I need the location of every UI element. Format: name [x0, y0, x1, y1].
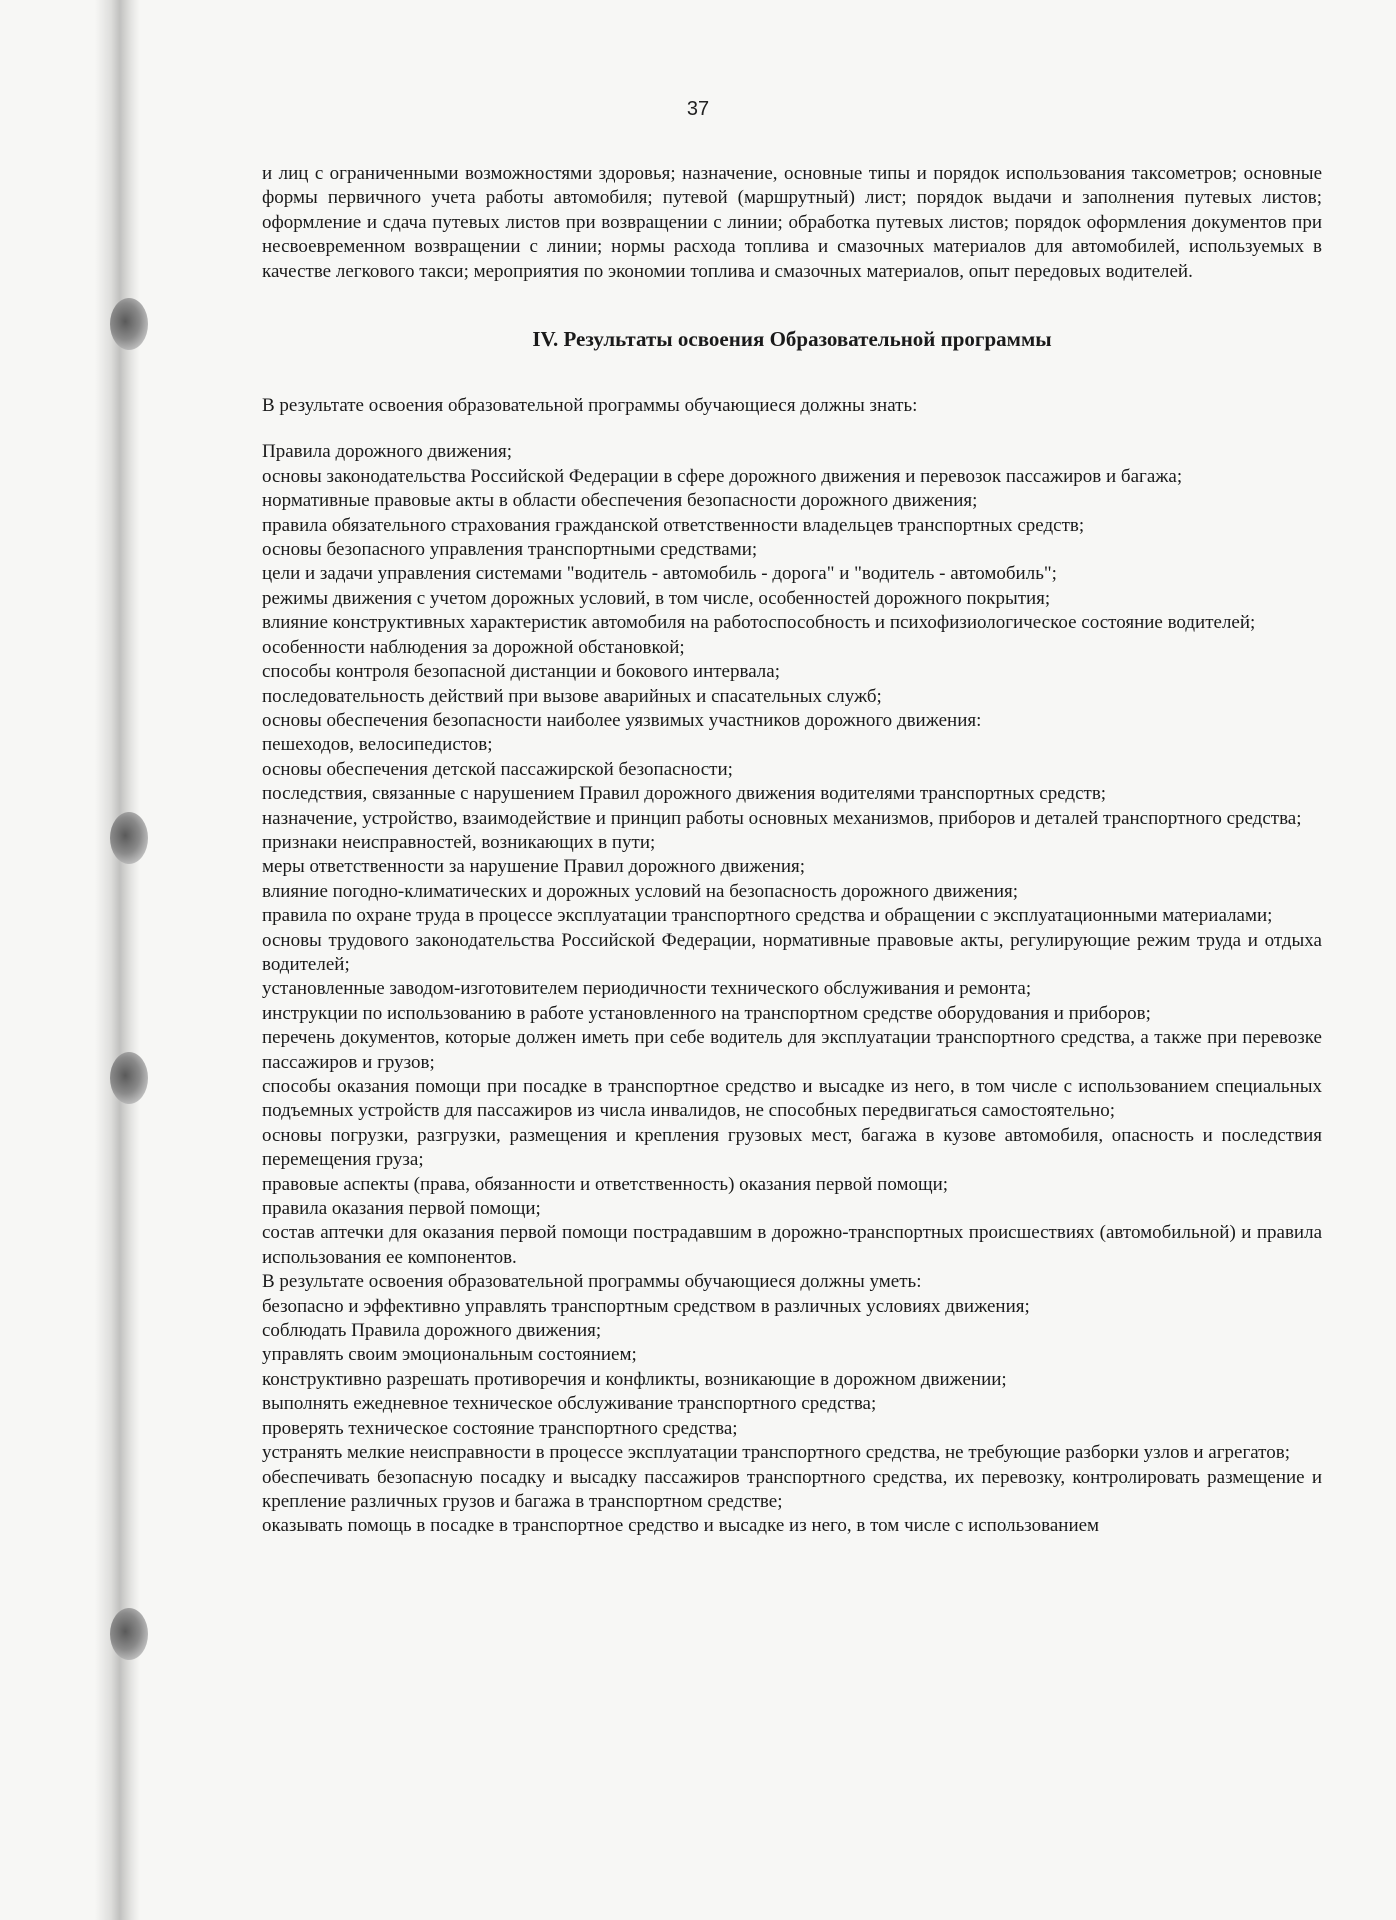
list-item: цели и задачи управления системами "водитель - автомобиль - дорога" и "водитель - автомобиль"; [262, 563, 1057, 585]
punch-hole [110, 1608, 148, 1660]
list-item: пешеходов, велосипедистов; [262, 734, 493, 756]
list-item: способы контроля безопасной дистанции и бокового интервала; [262, 661, 780, 683]
list-item: Правила дорожного движения; [262, 441, 512, 463]
list-item: перечень документов, которые должен иметь при себе водитель для эксплуатации транспортного средства, а также при перевозке пассажиров и грузов; [262, 1027, 1322, 1073]
list-item: влияние конструктивных характеристик автомобиля на работоспособность и психофизиологическое состояние водителей; [262, 612, 1256, 634]
intro-paragraph: и лиц с ограниченными возможностями здоровья; назначение, основные типы и порядок использования таксометров; основные формы первичного учета работы автомобиля; путевой (маршрутный) лист; порядок выдачи и заполнения путевых листов; оформление и сдача путевых листов при возвращении с линии; обработка путевых листов; порядок оформления документов при несвоевременном возвращении с линии; нормы расхода топлива и смазочных материалов для автомобилей, используемых в качестве легкового такси; мероприятия по экономии топлива и смазочных материалов, опыт передовых водителей. [262, 163, 1322, 282]
page-number: 37 [686, 98, 710, 120]
list-item: правила оказания первой помощи; [262, 1198, 541, 1220]
punch-hole [110, 812, 148, 864]
list-item: меры ответственности за нарушение Правил дорожного движения; [262, 856, 806, 878]
list-item: состав аптечки для оказания первой помощи пострадавшим в дорожно-транспортных происшествиях (автомобильной) и правила использования ее компонентов. [262, 1222, 1322, 1268]
list-item: основы обеспечения детской пассажирской безопасности; [262, 758, 733, 780]
knowledge-intro: В результате освоения образовательной программы обучающиеся должны знать: [262, 395, 918, 417]
list-item: нормативные правовые акты в области обеспечения безопасности дорожного движения; [262, 490, 978, 512]
document-body [262, 162, 1322, 1539]
list-item: выполнять ежедневное техническое обслуживание транспортного средства; [262, 1393, 877, 1415]
list-item: основы погрузки, разгрузки, размещения и крепления грузовых мест, багажа в кузове автомобиля, опасность и последствия перемещения груза; [262, 1124, 1322, 1171]
punch-hole [110, 298, 148, 350]
list-item: правила обязательного страхования гражданской ответственности владельцев транспортных средств; [262, 514, 1085, 536]
list-item: устранять мелкие неисправности в процессе эксплуатации транспортного средства, не требующие разборки узлов и агрегатов; [262, 1442, 1290, 1464]
list-item: способы оказания помощи при посадке в транспортное средство и высадке из него, в том числе с использованием специальных подъемных устройств для пассажиров из числа инвалидов, не способных передвигаться самостоятельно; [262, 1076, 1322, 1122]
list-item: основы законодательства Российской Федерации в сфере дорожного движения и перевозок пассажиров и багажа; [262, 465, 1183, 487]
list-item: конструктивно разрешать противоречия и конфликты, возникающие в дорожном движении; [262, 1368, 1007, 1390]
list-item: установленные заводом-изготовителем периодичности технического обслуживания и ремонта; [262, 978, 1032, 1000]
list-item: режимы движения с учетом дорожных условий, в том числе, особенностей дорожного покрытия; [262, 587, 1051, 609]
list-item: основы безопасного управления транспортными средствами; [262, 539, 758, 561]
list-item: основы трудового законодательства Российской Федерации, нормативные правовые акты, регулирующие режим труда и отдыха водителей; [262, 929, 1322, 975]
list-item: оказывать помощь в посадке в транспортное средство и высадке из него, в том числе с использованием [262, 1515, 1100, 1537]
section-heading: IV. Результаты освоения Образовательной программы [532, 327, 1052, 352]
list-item: особенности наблюдения за дорожной обстановкой; [262, 636, 685, 658]
list-item: инструкции по использованию в работе установленного на транспортном средстве оборудования и приборов; [262, 1002, 1151, 1024]
knowledge-list [262, 440, 1322, 1270]
list-item: проверять техническое состояние транспортного средства; [262, 1417, 738, 1439]
list-item: признаки неисправностей, возникающих в пути; [262, 831, 656, 853]
list-item: последствия, связанные с нарушением Правил дорожного движения водителями транспортных средств; [262, 783, 1107, 805]
list-item: назначение, устройство, взаимодействие и принцип работы основных механизмов, приборов и деталей транспортного средства; [262, 807, 1302, 829]
punch-hole [110, 1052, 148, 1104]
skills-intro: В результате освоения образовательной программы обучающиеся должны уметь: [262, 1271, 922, 1293]
list-item: обеспечивать безопасную посадку и высадку пассажиров транспортного средства, их перевозку, контролировать размещение и крепление различных грузов и багажа в транспортном средстве; [262, 1466, 1322, 1512]
skills-list [262, 1295, 1322, 1539]
list-item: безопасно и эффективно управлять транспортным средством в различных условиях движения; [262, 1295, 1030, 1317]
list-item: последовательность действий при вызове аварийных и спасательных служб; [262, 685, 882, 707]
list-item: основы обеспечения безопасности наиболее уязвимых участников дорожного движения: [262, 709, 982, 731]
list-item: правила по охране труда в процессе эксплуатации транспортного средства и обращении с эксплуатационными материалами; [262, 905, 1273, 927]
list-item: правовые аспекты (права, обязанности и ответственность) оказания первой помощи; [262, 1173, 949, 1195]
list-item: влияние погодно-климатических и дорожных условий на безопасность дорожного движения; [262, 880, 1019, 902]
list-item: соблюдать Правила дорожного движения; [262, 1320, 602, 1342]
list-item: управлять своим эмоциональным состоянием; [262, 1344, 637, 1366]
